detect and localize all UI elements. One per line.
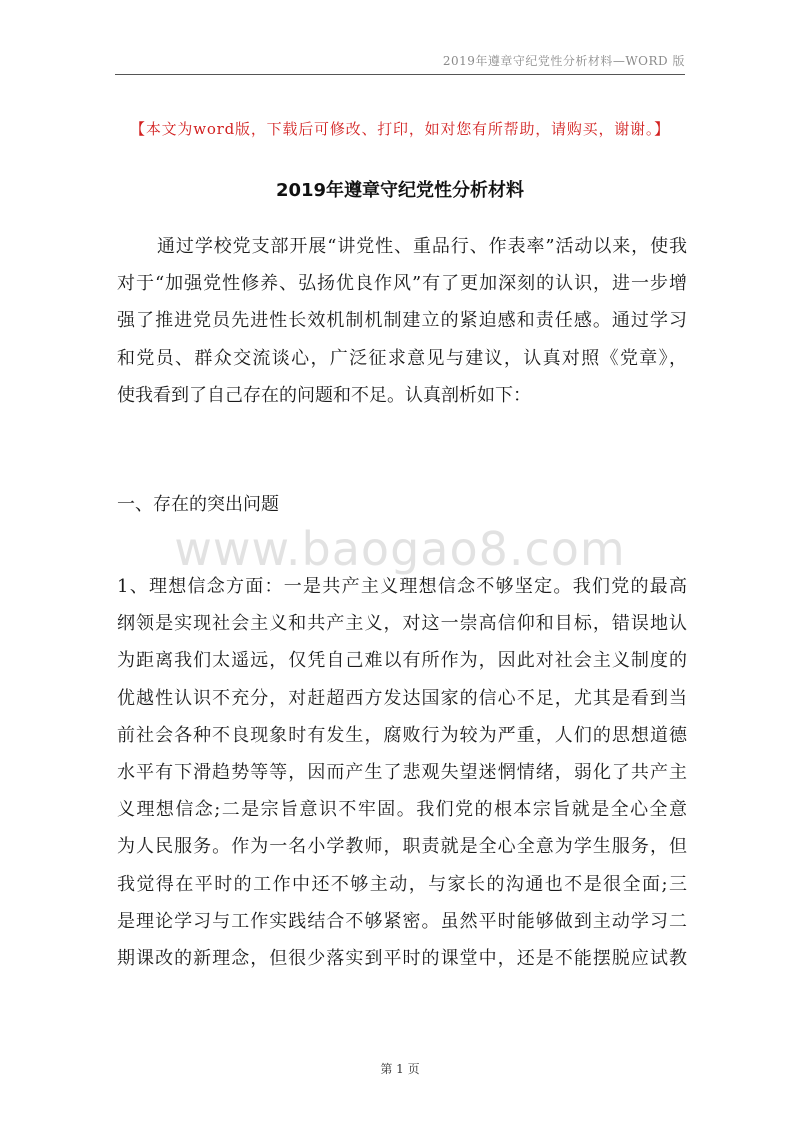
main-line: 纲领是实现社会主义和共产主义，对这一崇高信仰和目标，错误地认 — [117, 613, 687, 635]
section-heading — [117, 486, 687, 523]
main-line: 为人民服务。作为一名小学教师，职责就是全心全意为学生服务，但 — [117, 836, 687, 858]
page-number: 第 1 页 — [380, 1062, 420, 1076]
running-header: 2019年遵章守纪党性分析材料—WORD 版 — [442, 54, 685, 68]
watermark: www.baogao8.com — [174, 522, 626, 576]
intro-paragraph — [117, 228, 687, 414]
main-line: 前社会各种不良现象时有发生，腐败行为较为严重，人们的思想道德 — [117, 724, 687, 746]
main-paragraph — [117, 568, 687, 977]
document-title: 2019年遵章守纪党性分析材料 — [275, 180, 525, 201]
header-divider — [115, 74, 685, 75]
intro-line: 通过学校党支部开展“讲党性、重品行、作表率”活动以来，使我 — [157, 236, 687, 257]
main-line: 我觉得在平时的工作中还不够主动，与家长的沟通也不是很全面;三 — [117, 873, 687, 895]
main-line: 义理想信念;二是宗旨意识不牢固。我们党的根本宗旨就是全心全意 — [117, 799, 687, 821]
main-line: 水平有下滑趋势等等，因而产生了悲观失望迷惘情绪，弱化了共产主 — [117, 762, 687, 784]
intro-line: 强了推进党员先进性长效机制机制建立的紧迫感和责任感。通过学习 — [117, 310, 687, 332]
intro-line: 和党员、群众交流谈心，广泛征求意见与建议，认真对照《党章》， — [117, 347, 687, 369]
main-line: 优越性认识不充分，对赶超西方发达国家的信心不足，尤其是看到当 — [117, 687, 687, 709]
main-line: 1、理想信念方面：一是共产主义理想信念不够坚定。我们党的最高 — [117, 576, 687, 597]
download-notice: 【本文为word版，下载后可修改、打印，如对您有所帮助，请购买，谢谢。】 — [130, 120, 670, 138]
main-line: 为距离我们太遥远，仅凭自己难以有所作为，因此对社会主义制度的 — [117, 650, 687, 672]
main-line: 期课改的新理念，但很少落实到平时的课堂中，还是不能摆脱应试教 — [117, 948, 687, 970]
intro-line: 对于“加强党性修养、弘扬优良作风”有了更加深刻的认识，进一步增 — [117, 273, 687, 295]
main-line: 是理论学习与工作实践结合不够紧密。虽然平时能够做到主动学习二 — [117, 910, 687, 932]
section-heading-text: 一、存在的突出问题 — [117, 494, 279, 515]
intro-line: 使我看到了自己存在的问题和不足。认真剖析如下： — [117, 384, 531, 406]
